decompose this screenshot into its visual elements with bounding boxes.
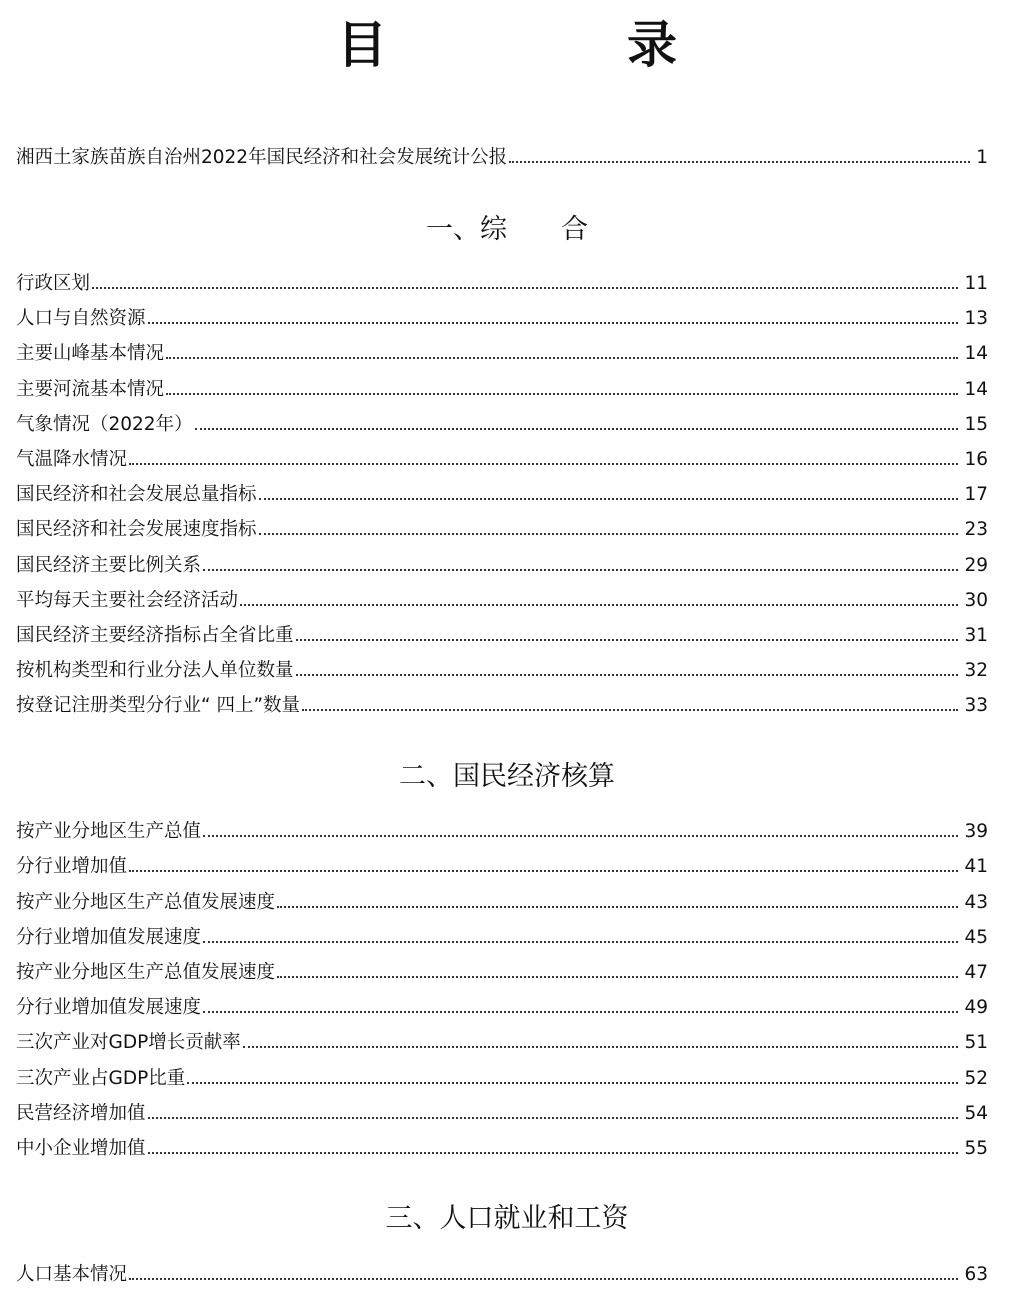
toc-leader-dots xyxy=(296,674,959,676)
toc-entry-label: 按机构类型和行业分法人单位数量 xyxy=(16,660,294,681)
toc-entry-label: 三次产业对GDP增长贡献率 xyxy=(16,1032,241,1053)
toc-leader-dots xyxy=(296,639,959,641)
toc-leader-dots xyxy=(166,357,958,359)
toc-leader-dots xyxy=(129,463,958,465)
toc-entry-label: 分行业增加值发展速度 xyxy=(16,997,202,1018)
toc-entry[interactable] xyxy=(16,482,988,508)
toc-entry[interactable] xyxy=(16,995,988,1021)
toc-entry[interactable] xyxy=(16,553,988,579)
toc-entry-page: 14 xyxy=(964,379,988,400)
toc-entry-label: 按产业分地区生产总值发展速度 xyxy=(16,892,276,913)
toc-entry[interactable] xyxy=(16,1030,988,1056)
toc-entry-label: 国民经济主要比例关系 xyxy=(16,555,202,576)
toc-entry-page: 49 xyxy=(964,997,988,1018)
toc-entry-label: 气温降水情况 xyxy=(16,449,128,470)
toc-entry-page: 55 xyxy=(964,1138,988,1159)
toc-entry[interactable] xyxy=(16,412,988,438)
toc-entry-page: 17 xyxy=(964,484,988,505)
toc-entry-page: 41 xyxy=(964,856,988,877)
toc-entry[interactable] xyxy=(16,819,988,845)
toc-leader-dots xyxy=(129,1278,958,1280)
toc-entry[interactable] xyxy=(16,890,988,916)
section-heading: 一、综 合 xyxy=(426,214,588,245)
toc-entry-label: 行政区划 xyxy=(16,273,91,294)
toc-leader-dots xyxy=(92,287,958,289)
toc-entry-page: 54 xyxy=(964,1103,988,1124)
toc-entry-label: 按产业分地区生产总值 xyxy=(16,821,202,842)
toc-entry-page: 23 xyxy=(964,519,988,540)
toc-leader-dots xyxy=(203,1011,958,1013)
toc-entry-page: 47 xyxy=(964,962,988,983)
toc-entry[interactable] xyxy=(16,854,988,880)
toc-leader-dots xyxy=(259,498,959,500)
toc-entry-label: 中小企业增加值 xyxy=(16,1138,146,1159)
section-heading: 三、人口就业和工资 xyxy=(385,1203,629,1234)
toc-leader-dots xyxy=(259,533,959,535)
toc-entry[interactable] xyxy=(16,960,988,986)
toc-entry-label: 主要山峰基本情况 xyxy=(16,343,165,364)
toc-entry[interactable] xyxy=(16,623,988,649)
toc-entry-page: 45 xyxy=(964,927,988,948)
toc-leader-dots xyxy=(148,322,959,324)
toc-entry-label: 按产业分地区生产总值发展速度 xyxy=(16,962,276,983)
toc-entry-page: 33 xyxy=(964,695,988,716)
toc-leader-dots xyxy=(148,1152,959,1154)
toc-leader-dots xyxy=(166,393,958,395)
toc-entry-label: 分行业增加值发展速度 xyxy=(16,927,202,948)
toc-entry-page: 13 xyxy=(964,308,988,329)
toc-entry-label: 分行业增加值 xyxy=(16,856,128,877)
toc-leader-dots xyxy=(203,569,958,571)
toc-entry-page: 63 xyxy=(964,1264,988,1285)
toc-entry-page: 30 xyxy=(964,590,988,611)
toc-leader-dots xyxy=(187,1082,958,1084)
toc-entry-label: 人口基本情况 xyxy=(16,1264,128,1285)
section-heading: 二、国民经济核算 xyxy=(399,761,615,792)
toc-entry-page: 1 xyxy=(976,147,988,168)
toc-leader-dots xyxy=(195,428,959,430)
toc-entry[interactable] xyxy=(16,1101,988,1127)
toc-leader-dots xyxy=(277,906,958,908)
toc-leader-dots xyxy=(277,976,958,978)
page-title: 目 录 xyxy=(337,16,772,74)
toc-leader-dots xyxy=(203,835,958,837)
toc-entry-label: 平均每天主要社会经济活动 xyxy=(16,590,239,611)
toc-entry-label: 国民经济和社会发展总量指标 xyxy=(16,484,257,505)
toc-entry-page: 43 xyxy=(964,892,988,913)
toc-leader-dots xyxy=(509,161,970,163)
toc-entry[interactable] xyxy=(16,341,988,367)
toc-entry[interactable] xyxy=(16,447,988,473)
toc-entry-label: 人口与自然资源 xyxy=(16,308,146,329)
toc-entry-page: 52 xyxy=(964,1068,988,1089)
toc-entry[interactable] xyxy=(16,377,988,403)
toc-entry-page: 11 xyxy=(964,273,988,294)
toc-entry[interactable] xyxy=(16,693,988,719)
toc-entry-page: 31 xyxy=(964,625,988,646)
toc-leader-dots xyxy=(148,1117,959,1119)
toc-entry-page: 32 xyxy=(964,660,988,681)
toc-entry-label: 国民经济和社会发展速度指标 xyxy=(16,519,257,540)
toc-entry-page: 39 xyxy=(964,821,988,842)
toc-entry-label: 国民经济主要经济指标占全省比重 xyxy=(16,625,294,646)
toc-leader-dots xyxy=(240,604,958,606)
toc-entry-label: 三次产业占GDP比重 xyxy=(16,1068,186,1089)
toc-entry-label: 湘西土家族苗族自治州2022年国民经济和社会发展统计公报 xyxy=(16,147,508,168)
toc-entry-label: 按登记注册类型分行业“ 四上”数量 xyxy=(16,695,301,716)
toc-entry[interactable] xyxy=(16,1262,988,1288)
toc-entry[interactable] xyxy=(16,517,988,543)
toc-entry[interactable] xyxy=(16,1066,988,1092)
toc-leader-dots xyxy=(129,870,958,872)
toc-entry-label: 主要河流基本情况 xyxy=(16,379,165,400)
toc-entry-page: 15 xyxy=(964,414,988,435)
toc-entry[interactable] xyxy=(16,145,988,171)
toc-entry-label: 民营经济增加值 xyxy=(16,1103,146,1124)
toc-entry-page: 51 xyxy=(964,1032,988,1053)
toc-entry[interactable] xyxy=(16,306,988,332)
toc-entry-page: 29 xyxy=(964,555,988,576)
toc-entry[interactable] xyxy=(16,1136,988,1162)
toc-entry[interactable] xyxy=(16,925,988,951)
toc-entry[interactable] xyxy=(16,658,988,684)
toc-leader-dots xyxy=(203,941,958,943)
toc-entry-page: 14 xyxy=(964,343,988,364)
toc-leader-dots xyxy=(302,709,958,711)
toc-entry-label: 气象情况（2022年） xyxy=(16,414,193,435)
toc-entry[interactable] xyxy=(16,588,988,614)
toc-entry-page: 16 xyxy=(964,449,988,470)
toc-leader-dots xyxy=(243,1046,959,1048)
toc-entry[interactable] xyxy=(16,271,988,297)
